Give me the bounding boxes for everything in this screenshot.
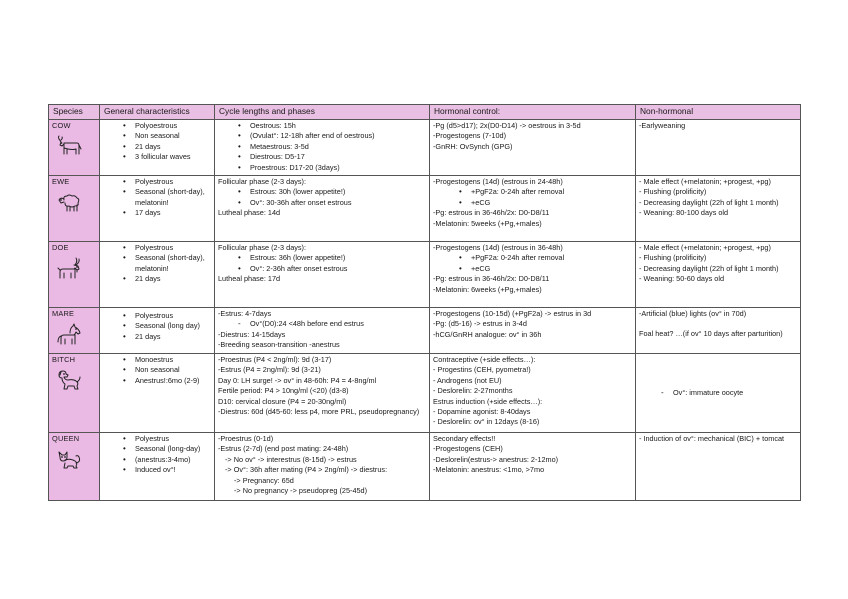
species-cell — [49, 176, 100, 242]
nonhormonal-line: - Weaning: 80-100 days old — [639, 208, 729, 218]
hormonal-line: - Deslorelin: 2-27months — [433, 386, 513, 396]
general-item: • Polyoestrous — [125, 121, 211, 131]
cycle-line: -> No ov° -> interestrus (8-15d) -> estrus — [225, 454, 357, 464]
hormonal-line: -Pg (d5>d17); 2x(D0-D14) -> oestrous in 3-5d — [433, 121, 581, 130]
nonhormonal-line: -Earlyweaning — [639, 121, 686, 130]
species-name: BITCH — [52, 355, 76, 364]
general-item: • Seasonal (long-day) — [125, 444, 211, 454]
general-item: • Seasonal (short-day), melatonin! — [125, 187, 211, 208]
hormonal-cell — [430, 433, 636, 501]
general-cell — [100, 242, 215, 308]
general-item: • (anestrus:3-4mo) — [125, 455, 211, 465]
cycle-cell — [215, 354, 430, 433]
header-nonhormonal: Non-hormonal — [636, 105, 801, 120]
hormonal-item: • +PgF2a: 0-24h after removal — [461, 253, 632, 263]
general-item: • Non seasonal — [125, 365, 211, 375]
cycle-line: -Estrus (P4 = 2ng/ml): 9d (3-21) — [218, 365, 321, 375]
cycle-cell — [215, 308, 430, 354]
dog-icon — [56, 369, 82, 391]
species-name: MARE — [52, 309, 75, 318]
cycle-cell — [215, 176, 430, 242]
table-row-doe — [49, 242, 801, 308]
species-cell — [49, 242, 100, 308]
cycle-line: -Diestrus: 14-15days — [218, 329, 286, 339]
species-cell — [49, 433, 100, 501]
hormonal-line: -Pg: estrous in 36-46h/2x: D0-D8/11 — [433, 274, 550, 284]
hormonal-item: • +PgF2a: 0-24h after removal — [461, 187, 632, 197]
nonhormonal-cell — [636, 354, 801, 433]
general-cell — [100, 176, 215, 242]
hormonal-line: -Melatonin: 5weeks (+Pg,+males) — [433, 218, 542, 228]
nonhormonal-line: -Artificial (blue) lights (ov° in 70d) — [639, 309, 747, 318]
hormonal-cell — [430, 176, 636, 242]
cycle-line: Lutheal phase: 14d — [218, 208, 281, 218]
general-cell — [100, 354, 215, 433]
cycle-line: -> Ov°: 36h after mating (P4 > 2ng/ml) -> diestrus: — [225, 465, 388, 475]
header-general: General characteristics — [100, 105, 215, 120]
horse-icon — [56, 323, 82, 345]
table-row-mare — [49, 308, 801, 354]
species-name: QUEEN — [52, 434, 80, 443]
nonhormonal-line: - Flushing (prolificity) — [639, 187, 707, 197]
general-item: • 21 days — [125, 274, 211, 284]
hormonal-line: -Melatonin: 6weeks (+Pg,+males) — [433, 284, 542, 294]
cycle-item: • Diestrous: D5-17 — [240, 152, 426, 162]
hormonal-line: Secondary effects!! — [433, 434, 496, 443]
general-item: • Anestrus!:6mo (2-9) — [125, 376, 211, 386]
reproduction-table — [48, 104, 801, 501]
cycle-line: -> Pregnancy: 65d — [234, 475, 294, 485]
general-item: • Polyestrus — [125, 434, 211, 444]
nonhormonal-line: - Induction of ov°: mechanical (BIC) + tomcat — [639, 434, 785, 443]
hormonal-line: - Dopamine agonist: 8-40days — [433, 407, 531, 417]
cycle-cell — [215, 433, 430, 501]
general-item: • Polyestrous — [125, 177, 211, 187]
cycle-item: • Oestrous: 15h — [240, 121, 426, 131]
cycle-line: -Diestrus: 60d (d45-60: less p4, more PRL, pseudopregnancy) — [218, 407, 420, 417]
hormonal-line: - Progestins (CEH, pyometra!) — [433, 365, 531, 375]
general-item: • Polyestrous — [125, 243, 211, 253]
hormonal-line: -Progestogens (10-15d) (+PgF2a) -> estrus in 3d — [433, 309, 592, 318]
species-cell — [49, 120, 100, 176]
cycle-item: • Metaestrous: 3-5d — [240, 142, 426, 152]
hormonal-line: -Melatonin: anestrus: <1mo, >7mo — [433, 465, 545, 475]
goat-icon — [56, 257, 82, 279]
nonhormonal-line: - Male effect (+melatonin; +progest, +pg) — [639, 243, 771, 252]
hormonal-cell — [430, 120, 636, 176]
hormonal-line: Contraceptive (+side effects…): — [433, 355, 536, 364]
general-item: • 3 follicular waves — [125, 152, 211, 162]
cycle-line: -Estrus: 4-7days — [218, 309, 272, 318]
general-item: • 21 days — [125, 332, 211, 342]
hormonal-line: - Deslorelin: ov° in 12days (8-16) — [433, 417, 540, 427]
hormonal-cell — [430, 308, 636, 354]
species-cell — [49, 308, 100, 354]
cycle-line: -Estrus (2-7d) (end post mating: 24-48h) — [218, 444, 349, 454]
cycle-cell — [215, 242, 430, 308]
nonhormonal-cell — [636, 308, 801, 354]
table-row-bitch — [49, 354, 801, 433]
nonhormonal-line: Foal heat? …(if ov° 10 days after parturition) — [639, 329, 783, 339]
header-hormonal: Hormonal control: — [430, 105, 636, 120]
cycle-item: • (Ovulat°: 12-18h after end of oestrous) — [240, 131, 426, 141]
general-cell — [100, 120, 215, 176]
hormonal-line: -Pg: estrous in 36-46h/2x: D0-D8/11 — [433, 208, 550, 218]
general-item: • Non seasonal — [125, 131, 211, 141]
cycle-line: -Breeding season-transition -anestrus — [218, 340, 340, 350]
hormonal-cell — [430, 354, 636, 433]
hormonal-line: -Progestogens (7-10d) — [433, 131, 507, 141]
nonhormonal-cell — [636, 120, 801, 176]
hormonal-line: Estrus induction (+side effects…): — [433, 396, 543, 406]
hormonal-line: -GnRH: OvSynch (GPG) — [433, 141, 513, 151]
hormonal-line: -Progestogens (CEH) — [433, 444, 503, 454]
header-cycle: Cycle lengths and phases — [215, 105, 430, 120]
cycle-item: • Ov°: 30-36h after onset estrous — [240, 198, 426, 208]
nonhormonal-cell — [636, 242, 801, 308]
species-name: EWE — [52, 177, 70, 186]
header-species: Species — [49, 105, 100, 120]
hormonal-line: -hCG/GnRH analogue: ov° in 36h — [433, 329, 542, 339]
hormonal-line: -Pg: (d5-16) -> estrus in 3-4d — [433, 319, 527, 329]
cycle-item: - Ov°(D0):24 <48h before end estrus — [240, 319, 426, 329]
hormonal-line: -Progestogens (14d) (estrous in 36-48h) — [433, 243, 563, 252]
cycle-item: • Proestrous: D17-20 (3days) — [240, 163, 426, 173]
table-row-cow — [49, 120, 801, 176]
general-item: • Induced ov°! — [125, 465, 211, 475]
nonhormonal-line: - Decreasing daylight (22h of light 1 month) — [639, 263, 779, 273]
cycle-line: Follicular phase (2-3 days): — [218, 177, 307, 186]
nonhormonal-line: - Decreasing daylight (22h of light 1 month) — [639, 197, 779, 207]
cycle-item: • Estrous: 30h (lower appetite!) — [240, 187, 426, 197]
cycle-item: • Ov°: 2-36h after onset estrous — [240, 264, 426, 274]
table-row-ewe — [49, 176, 801, 242]
cow-icon — [56, 135, 82, 157]
hormonal-line: -Progestogens (14d) (estrous in 24-48h) — [433, 177, 563, 186]
cycle-line: -Proestrus (0-1d) — [218, 434, 274, 443]
general-item: • Polyestrous — [125, 311, 211, 321]
cycle-line: -> No pregnancy -> pseudopreg (25-45d) — [234, 486, 368, 496]
nonhormonal-cell — [636, 433, 801, 501]
species-name: DOE — [52, 243, 69, 252]
hormonal-item: • +eCG — [461, 264, 632, 274]
header-row — [49, 105, 801, 120]
hormonal-line: -Deslorelin(estrus-> anestrus: 2-12mo) — [433, 454, 559, 464]
cycle-item: • Estrous: 36h (lower appetite!) — [240, 253, 426, 263]
general-item: • Seasonal (short-day), melatonin! — [125, 253, 211, 274]
general-item: • 17 days — [125, 208, 211, 218]
cycle-line: Follicular phase (2-3 days): — [218, 243, 307, 252]
nonhormonal-spacer — [639, 319, 797, 329]
general-item: • Seasonal (long day) — [125, 321, 211, 331]
general-cell — [100, 433, 215, 501]
general-cell — [100, 308, 215, 354]
nonhormonal-line: - Flushing (prolificity) — [639, 253, 707, 263]
cycle-cell — [215, 120, 430, 176]
nonhormonal-item: - Ov°: immature oocyte — [663, 388, 797, 398]
cycle-line: Day 0: LH surge! -> ov° in 48-60h: P4 = 4-8ng/ml — [218, 375, 377, 385]
cycle-line: -Proestrus (P4 < 2ng/ml): 9d (3-17) — [218, 355, 332, 364]
nonhormonal-line: - Weaning: 50-60 days old — [639, 274, 725, 284]
species-name: COW — [52, 121, 71, 130]
sheep-icon — [56, 191, 82, 213]
species-cell — [49, 354, 100, 433]
hormonal-item: • +eCG — [461, 198, 632, 208]
nonhormonal-line: - Male effect (+melatonin; +progest, +pg) — [639, 177, 771, 186]
cycle-line: Fertile period: P4 > 10ng/ml (<20) (d3-8) — [218, 386, 349, 396]
nonhormonal-cell — [636, 176, 801, 242]
general-item: • 21 days — [125, 142, 211, 152]
cat-icon — [56, 448, 82, 470]
table-row-queen — [49, 433, 801, 501]
cycle-line: Lutheal phase: 17d — [218, 274, 281, 284]
general-item: • Monoestrus — [125, 355, 211, 365]
cycle-line: D10: cervical closure (P4 = 20-30ng/ml) — [218, 396, 347, 406]
hormonal-cell — [430, 242, 636, 308]
hormonal-line: - Androgens (not EU) — [433, 375, 502, 385]
